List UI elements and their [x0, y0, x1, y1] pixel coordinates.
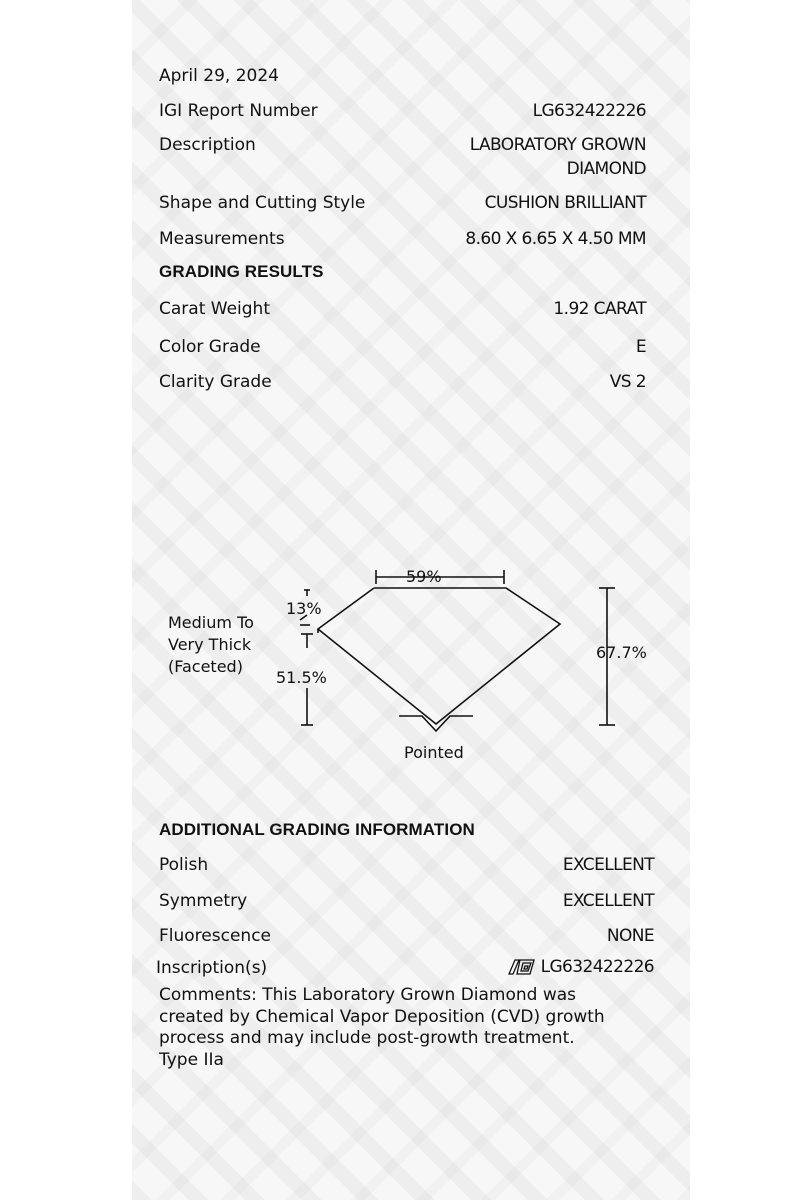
- diamond-profile-outline: [318, 588, 560, 724]
- carat-weight-label: Carat Weight: [159, 299, 270, 319]
- report-number-value: LG632422226: [532, 101, 646, 121]
- clarity-grade-label: Clarity Grade: [159, 372, 272, 392]
- girdle-label-line2: Very Thick: [168, 635, 252, 654]
- polish-value: EXCELLENT: [562, 855, 654, 875]
- measurements-label: Measurements: [159, 229, 285, 249]
- shape-value: CUSHION BRILLIANT: [484, 193, 646, 213]
- crown-percentage: 13%: [286, 599, 322, 618]
- pavilion-percentage: 51.5%: [276, 668, 327, 687]
- additional-grading-heading: ADDITIONAL GRADING INFORMATION: [159, 820, 475, 839]
- color-grade-value: E: [635, 337, 646, 357]
- clarity-grade-value: VS 2: [609, 372, 646, 392]
- description-label: Description: [159, 135, 256, 155]
- report-date: April 29, 2024: [159, 66, 279, 86]
- shape-label: Shape and Cutting Style: [159, 193, 366, 213]
- fluorescence-label: Fluorescence: [159, 926, 271, 946]
- symmetry-value: EXCELLENT: [562, 891, 654, 911]
- polish-label: Polish: [159, 855, 209, 875]
- description-value-line1: LABORATORY GROWN: [469, 135, 646, 155]
- inscription-label: Inscription(s): [156, 958, 268, 978]
- culet-label: Pointed: [404, 743, 464, 762]
- symmetry-label: Symmetry: [159, 891, 248, 911]
- total-depth-percentage: 67.7%: [596, 643, 647, 662]
- grading-results-heading: GRADING RESULTS: [159, 262, 324, 281]
- fluorescence-value: NONE: [606, 926, 654, 946]
- comments-text: Comments: This Laboratory Grown Diamond was created by Chemical Vapor Deposition (CVD) growth process and may include post-growth treatment. Type IIa: [159, 985, 605, 1070]
- inscription-number: LG632422226: [540, 957, 654, 977]
- color-grade-label: Color Grade: [159, 337, 261, 357]
- description-value-line2: DIAMOND: [566, 159, 646, 179]
- girdle-label-line3: (Faceted): [168, 657, 243, 676]
- carat-weight-value: 1.92 CARAT: [553, 299, 646, 319]
- girdle-label-line1: Medium To: [168, 613, 254, 632]
- report-number-label: IGI Report Number: [159, 101, 318, 121]
- igi-logo-icon: [507, 957, 537, 977]
- measurements-value: 8.60 X 6.65 X 4.50 MM: [465, 229, 646, 249]
- table-percentage: 59%: [406, 567, 442, 586]
- inscription-value: [507, 956, 654, 978]
